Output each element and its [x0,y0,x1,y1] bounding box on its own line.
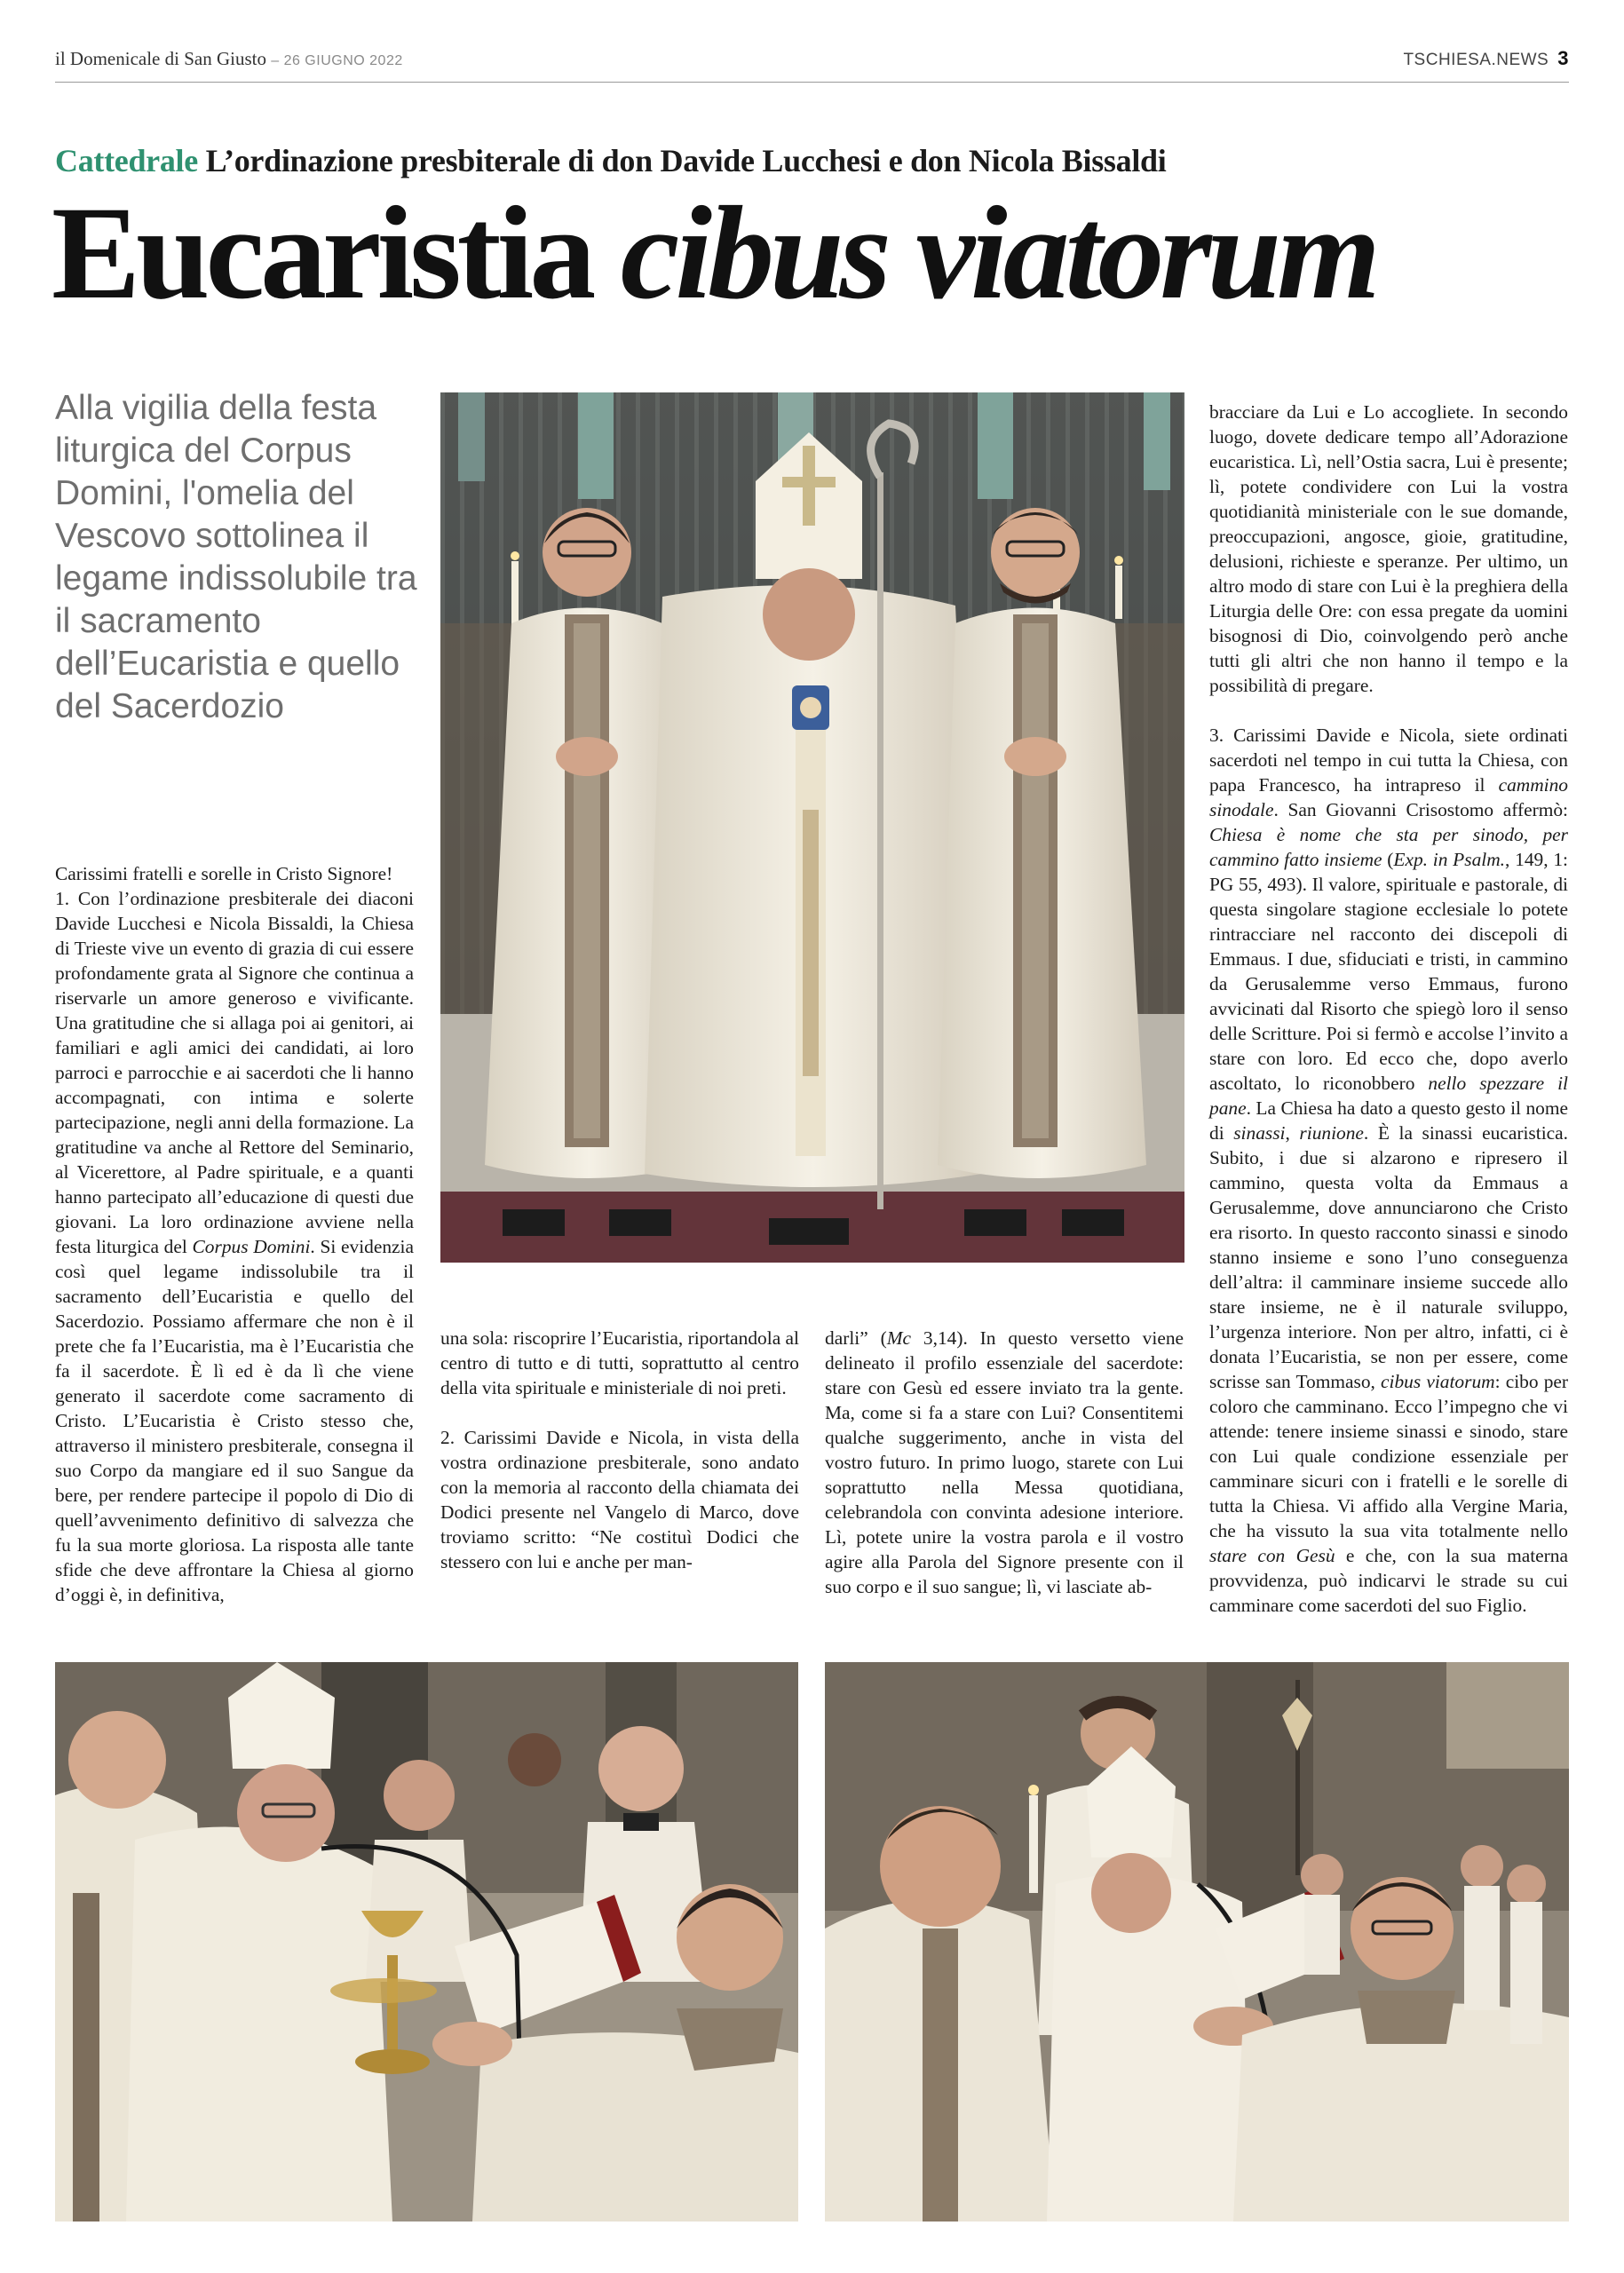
issue-date: – 26 GIUGNO 2022 [271,53,403,68]
article-title [51,179,1376,327]
text-run: 3. Carissimi Davide e Nicola, siete ordinati sacerdoti nel tempo in cui tutta la Chiesa, con papa Francesco, ha intrapreso il [1209,725,1568,796]
running-header-right [1403,47,1569,70]
body-column-1 [55,861,414,1607]
text-run: 3,14). In questo versetto viene delineato il profilo essenziale del sacerdote: stare con Gesù ed essere inviato tra la gente. Ma, come si fa a stare con Lui? Consentitemi qualche suggerimento, anche in vista del vostro futuro. In primo luogo, starete con Lui soprattutto nella Messa quotidiana, celebrandola con convinta adesione interiore. Lì, potete unire la vostra parola e il vostro agire alla Parola del Signore presente con il suo corpo e il suo sangue; lì, vi lasciate ab- [825,1327,1184,1597]
site-name: TSCHIESA.NEWS [1403,51,1549,69]
body-paragraph-2: 2. Carissimi Davide e Nicola, in vista della vostra ordinazione presbiterale, sono andato con la memoria al racconto della chiamata dei Dodici presente nel Vangelo di Marco, dove troviamo scritto: “Ne costituì Dodici che stessero con lui e anche per man- [440,1427,799,1572]
body-paragraph: bracciare da Lui e Lo accogliete. In secondo luogo, dovete dedicare tempo all’Adorazione eucaristica. Lì, nell’Ostia sacra, Lui è presente; lì, potete condividere con Lui la vostra quotidianità ministeriale con le sue domande, preoccupazioni, angosce, gioie, gratitudine, delusioni, richieste e speranze. Per ultimo, un altro modo di stare con Lui è la preghiera della Liturgia delle Ore: con essa pregate da uomini bisognosi di Dio, coinvolgendo però anche tutti gli altri che non hanno il tempo e la possibilità di pregare. [1209,401,1568,696]
text-run: e che, con la sua materna provvidenza, può indicarvi le strade su cui camminare come sacerdoti del suo Figlio. [1209,1545,1568,1616]
body-column-3 [825,1326,1184,1599]
text-run: ( [1382,849,1394,870]
promise-of-obedience-photo [825,1662,1569,2222]
header-rule [55,82,1569,83]
text-run: darli” ( [825,1327,887,1349]
italic-run: riunione [1299,1122,1364,1144]
title-italic: cibus viatorum [620,179,1376,327]
text-run: . È la sinassi eucaristica. Subito, i due si alzarono e ripresero il cammino, questa volta da Emmaus a Gerusalemme, dove annunciarono che Cristo era risorto. In questo racconto sinassi e sinodo stanno insieme e sono l’uno conseguenza dell’altra: il camminare insieme succede allo stare insieme, ne è il naturale sviluppo, l’urgenza interiore. Non per altro, infatti, ci è donata l’Eucaristia, se non per essere, come scrisse san Tommaso, [1209,1122,1568,1392]
body-paragraph [825,1326,1184,1599]
running-header-left [55,48,403,70]
publication-name: il Domenicale di San Giusto [55,48,266,69]
kicker-text: L’ordinazione presbiterale di don Davide Lucchesi e don Nicola Bissaldi [205,143,1167,178]
text-run: : cibo per coloro che camminano. Ecco l’impegno che vi attende: tenere insieme sinassi e sinodo, stare con Lui quale condizione essenziale per camminare sicuri con i fratelli e le sorelle di tutta la Chiesa. Vi affido alla Vergine Maria, che ha vissuto la sua vita totalmente nello [1209,1371,1569,1541]
italic-run: cibus viatorum [1381,1371,1495,1392]
article-deck: Alla vigilia della festa liturgica del Corpus Domini, l'omelia del Vescovo sottolinea il legame indissolubile tra il sacramento dell’Eucaristia e quello del Sacerdozio [55,389,417,725]
chalice-presentation-photo [55,1662,798,2222]
text-run: . San Giovanni Crisostomo affermò: [1273,799,1568,820]
body-paragraph-1 [55,886,414,1607]
italic-run: Chiesa è nome che sta per sinodo, per cammino fatto insieme [1209,824,1568,870]
italic-run: cammino sinodale [1209,774,1568,820]
salutation-paragraph: Carissimi fratelli e sorelle in Cristo Signore! [55,863,393,884]
italic-run: Exp. in Psalm. [1393,849,1506,870]
body-paragraph-3 [1209,723,1568,1618]
body-column-2 [440,1326,799,1574]
text-run: , [1285,1122,1300,1144]
text-run: . Si evidenzia così quel legame indissolubile tra il sacramento dell’Eucaristia e quello del Sacerdozio. Possiamo affermare che non è il prete che fa l’Eucaristia, ma è l’Eucaristia che fa il sacerdote. È lì ed è da lì che viene generato il sacerdote come sacramento di Cristo. L’Eucaristia è Cristo stesso che, attraverso il ministero presbiterale, consegna il suo Corpo da mangiare ed il suo Sangue da bere, per rendere partecipe il popolo di Dio di quell’avvenimento definitivo di salvezza che fu la sua morte gloriosa. La risposta alle tante sfide che deve affrontare la Chiesa al giorno d’oggi è, in definitiva, [55,1236,414,1605]
italic-run: stare con Gesù [1209,1545,1335,1566]
italic-run: sinassi [1233,1122,1286,1144]
title-roman: Eucaristia [51,179,592,327]
section-label: Cattedrale [55,143,198,178]
article-kicker [55,142,1166,179]
text-run: 1. Con l’ordinazione presbiterale dei diaconi Davide Lucchesi e Nicola Bissaldi, la Chiesa di Trieste vive un evento di grazia di cui essere profondamente grata al Signore che continua a riservarle un amore generoso e vivificante. Una gratitudine che si allaga poi ai genitori, ai familiari e agli amici dei candidati, ai loro parroci e parrocchie e ai sacerdoti che li hanno accompagnati, con intima e solerte partecipazione, negli anni della formazione. La gratitudine va anche al Rettore del Seminario, al Vicerettore, al Padre spirituale, e a quanti hanno partecipato all’educazione di questi due giovani. La loro ordinazione avviene nella festa liturgica del [55,888,414,1257]
italic-run: nello spezzare il pane [1209,1073,1568,1119]
page-number: 3 [1557,47,1569,69]
body-paragraph: una sola: riscoprire l’Eucaristia, riportandola al centro di tutto e di tutti, soprattutto al centro della vita spirituale e ministeriale di noi preti. [440,1327,799,1398]
text-run: . La Chiesa ha dato a questo gesto il nome di [1209,1097,1568,1144]
italic-run: Mc [886,1327,912,1349]
text-run: , 149, 1: PG 55, 493). Il valore, spirituale e pastorale, di questa singolare stagione ecclesiale lo potete rintracciare nel racconto dei discepoli di Emmaus. I due, sfiduciati e tristi, in cammino da Gerusalemme verso Emmaus, furono avvicinati dal Risorto che spiegò loro il senso delle Scritture. Poi si fermò e accolse l’invito a stare con loro. Ed ecco che, dopo averlo ascoltato, lo riconobbero [1209,849,1568,1094]
body-column-4 [1209,400,1568,1618]
ordination-group-photo [440,392,1184,1263]
italic-run: Corpus Domini [192,1236,311,1257]
